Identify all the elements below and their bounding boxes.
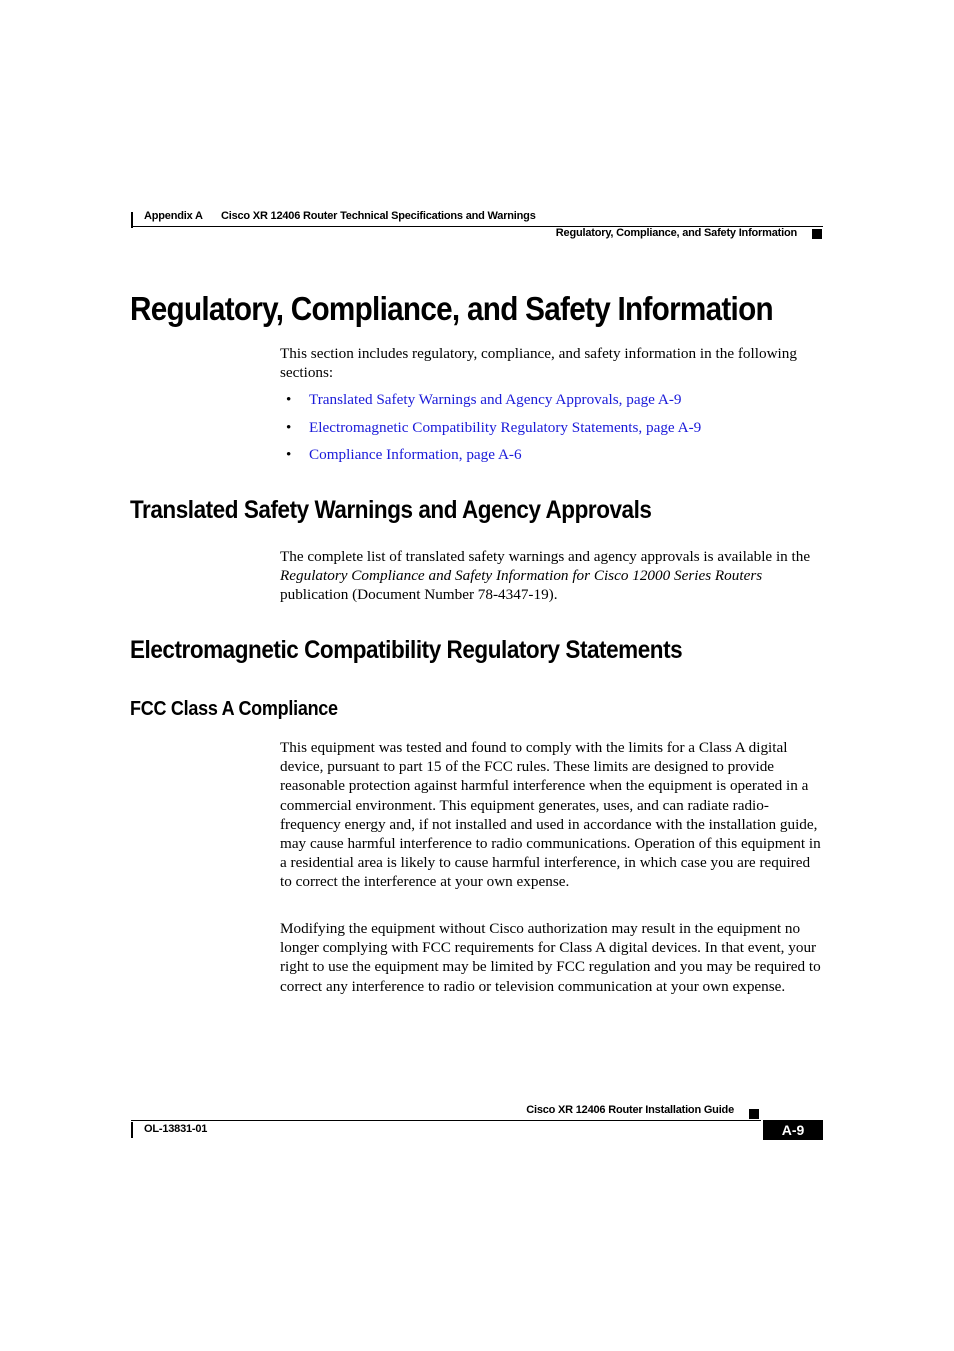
heading-translated-safety-warnings: Translated Safety Warnings and Agency Approvals [130, 496, 652, 524]
link-emc-statements[interactable]: Electromagnetic Compatibility Regulatory Statements, page A-9 [309, 418, 702, 436]
link-translated-safety-warnings[interactable]: Translated Safety Warnings and Agency Approvals, page A-9 [309, 391, 682, 408]
footer-doc-number: OL-13831-01 [144, 1123, 208, 1135]
footer-left-bar [131, 1122, 133, 1138]
publication-title: Regulatory Compliance and Safety Information for Cisco 12000 Series Routers [280, 567, 763, 585]
list-item [286, 445, 701, 473]
footer-rule [131, 1120, 761, 1121]
heading-fcc-class-a: FCC Class A Compliance [130, 698, 338, 720]
intro-paragraph: This section includes regulatory, compliance, and safety information in the following sections: [280, 345, 797, 382]
section-link-list [286, 390, 701, 473]
header-appendix-label: Appendix A [144, 210, 203, 222]
link-compliance-information[interactable]: Compliance Information, page A-6 [309, 446, 522, 463]
heading-emc-statements: Electromagnetic Compatibility Regulatory Statements [130, 636, 683, 664]
footer-square-marker [749, 1109, 759, 1119]
list-item [286, 390, 701, 418]
list-item [286, 418, 701, 446]
paragraph-text: The complete list of translated safety warnings and agency approvals is available in the [280, 548, 811, 565]
fcc-paragraph-1: This equipment was tested and found to comply with the limits for a Class A digital device, pursuant to part 15 of the FCC rules. These limits are designed to provide reasonable protection against harmful interference when the equipment is operated in a commercial environment. This equipment generates, uses, and can radiate radio-frequency energy and, if not installed and used in accordance with the installation guide, may cause harmful interference to radio communications. Operation of this equipment in a residential area is likely to cause harmful interference, in which case you are required to correct the interference at your own expense. [280, 739, 821, 891]
header-section-title: Regulatory, Compliance, and Safety Information [555, 227, 797, 239]
fcc-paragraph-2: Modifying the equipment without Cisco authorization may result in the equipment no longer complying with FCC requirements for Class A digital devices. In that event, your right to use the equipment may be limited by FCC regulation and you may be required to correct any interference to radio or television communication at your own expense. [280, 920, 821, 995]
header-square-marker [812, 229, 822, 239]
translated-safety-paragraph [280, 547, 825, 605]
bullet-icon: • [286, 391, 292, 408]
paragraph-text: publication (Document Number 78-4347-19). [280, 586, 558, 604]
bullet-icon: • [286, 446, 292, 463]
page-title: Regulatory, Compliance, and Safety Information [130, 290, 773, 327]
bullet-icon: • [286, 418, 292, 436]
footer-page-number: A-9 [763, 1120, 823, 1140]
footer-guide-title: Cisco XR 12406 Router Installation Guide [526, 1104, 734, 1116]
header-chapter-title: Cisco XR 12406 Router Technical Specifications and Warnings [221, 210, 536, 222]
